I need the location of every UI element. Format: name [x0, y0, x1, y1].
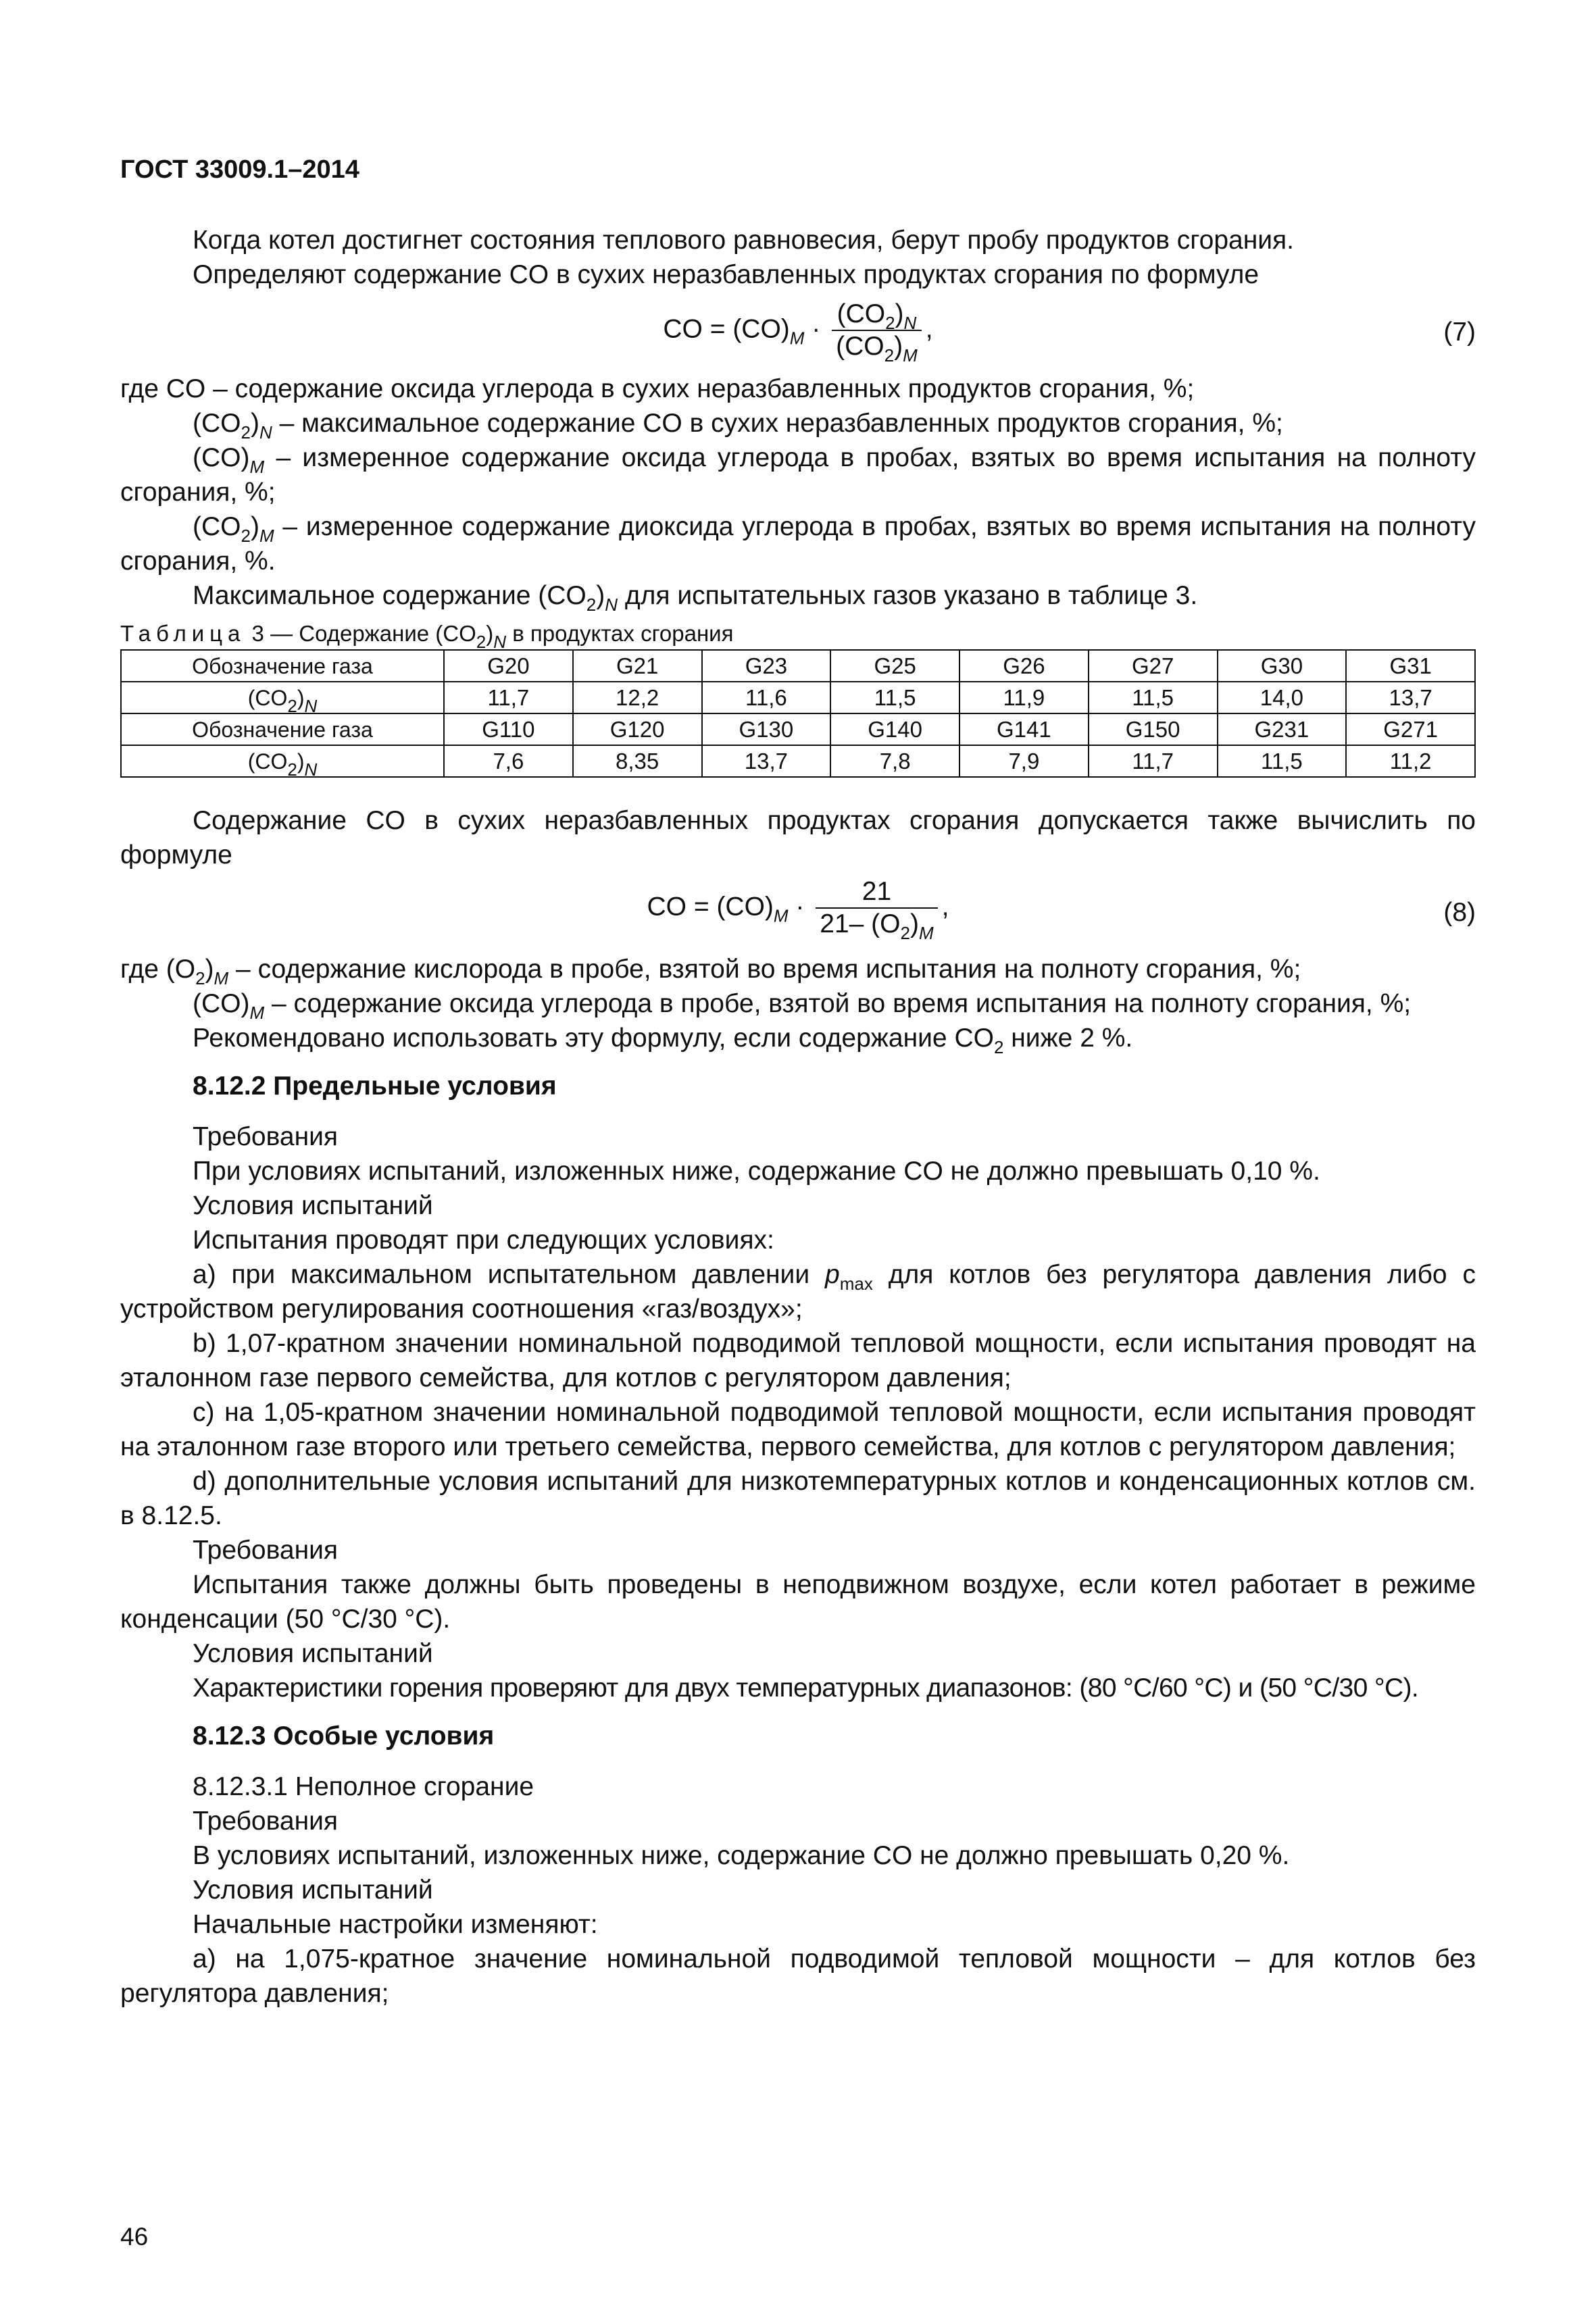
- table-cell: G27: [1089, 650, 1218, 682]
- para-calc: Содержание CO в сухих неразбавленных продуктах сгорания допускается также вычислить по формуле: [120, 806, 1476, 870]
- where8-recommendation: Рекомендовано использовать эту формулу, если содержание $CO_2$ ниже 2 %.: [193, 1024, 1133, 1057]
- table-cell: G130: [702, 713, 831, 745]
- table-cell: G21: [573, 650, 702, 682]
- table-cell: 11,5: [1218, 745, 1347, 777]
- table-cell: G20: [444, 650, 573, 682]
- s8122-item-d: d) дополнительные условия испытаний для низкотемпературных котлов и конденсационных котлов см. в 8.12.5.: [120, 1467, 1476, 1530]
- table-cell: G31: [1346, 650, 1475, 682]
- formula-8-fraction: $\frac{21}{21- (O_2)_M}$: [816, 876, 937, 940]
- table-cell: 7,8: [830, 745, 959, 777]
- s8122-cond1-text: Испытания проводят при следующих условиях:: [193, 1226, 774, 1255]
- s8122-cond2: Условия испытаний: [193, 1639, 433, 1668]
- table-row: [121, 682, 1475, 713]
- page-number: 46: [120, 2223, 149, 2250]
- where7-co: где CO – содержание оксида углерода в сухих неразбавленных продуктов сгорания, %;: [120, 374, 1195, 403]
- table-cell: G140: [830, 713, 959, 745]
- table-cell: Обозначение газа: [121, 650, 444, 682]
- s8122-req2-text: Испытания также должны быть проведены в неподвижном воздухе, если котел работает в режиме конденсации (50 °C/30 °C).: [120, 1570, 1476, 1634]
- formula-7-fraction: $\frac{(CO_2)_N}{(CO_2)_M}$: [832, 299, 922, 362]
- document-body: [120, 223, 1476, 2011]
- s8123-cond: Условия испытаний: [193, 1876, 433, 1905]
- table-cell: 8,35: [573, 745, 702, 777]
- s8122-req2: Требования: [193, 1536, 339, 1565]
- table-cell: G141: [959, 713, 1089, 745]
- s8122-item-c: с) на 1,05-кратном значении номинальной подводимой тепловой мощности, если испытания проводят на эталонном газе второго или третьего семейства, первого семейства, для котлов с регулятором давления;: [120, 1398, 1476, 1461]
- table-cell: 13,7: [702, 745, 831, 777]
- section-8-12-3-title: 8.12.3 Особые условия: [193, 1721, 495, 1751]
- table-cell: 7,6: [444, 745, 573, 777]
- s8123-sub: 8.12.3.1 Неполное сгорание: [193, 1772, 534, 1801]
- table-cell: $(CO_2)_N$: [121, 682, 444, 713]
- section-8-12-2-title: 8.12.2 Предельные условия: [193, 1072, 557, 1101]
- table-cell: G23: [702, 650, 831, 682]
- document-header: ГОСТ 33009.1–2014: [120, 155, 359, 184]
- table-row: [121, 713, 1475, 745]
- table-cell: 11,7: [444, 682, 573, 713]
- document-page: [120, 0, 1476, 2314]
- table-3-caption: Таблица 3 — Содержание $(CO_2)_N$ в продуктах сгорания: [120, 621, 734, 652]
- table-cell: 11,9: [959, 682, 1089, 713]
- table-cell: 7,9: [959, 745, 1089, 777]
- table-cell: G150: [1089, 713, 1218, 745]
- formula-7-number: (7): [1443, 318, 1476, 347]
- table-row: [121, 650, 1475, 682]
- formula-8-number: (8): [1443, 898, 1476, 927]
- intro-line-1: Когда котел достигнет состояния теплового равновесия, берут пробу продуктов сгорания.: [193, 226, 1294, 255]
- table-cell: 13,7: [1346, 682, 1475, 713]
- table-cell: G231: [1218, 713, 1347, 745]
- where8-o2: где $(O_2)_M$ – содержание кислорода в пробе, взятой во время испытания на полноту сгорания, %;: [120, 955, 1301, 988]
- table-cell: G25: [830, 650, 959, 682]
- table-cell: G30: [1218, 650, 1347, 682]
- formula-7: CO = $(CO)_M$ · $\frac{(CO_2)_N}{(CO_2)_M}$ , (7): [663, 299, 1476, 366]
- intro-line-2: Определяют содержание CO в сухих неразбавленных продуктах сгорания по формуле: [193, 260, 1260, 289]
- s8122-req1-text: При условиях испытаний, изложенных ниже, содержание CO не должно превышать 0,10 %.: [193, 1157, 1320, 1186]
- table-row: [121, 745, 1475, 777]
- s8123-req-text: В условиях испытаний, изложенных ниже, содержание CO не должно превышать 0,20 %.: [193, 1841, 1290, 1870]
- table-cell: Обозначение газа: [121, 713, 444, 745]
- table-3: [120, 649, 1476, 778]
- table-cell: 11,6: [702, 682, 831, 713]
- s8123-item-a: а) на 1,075-кратное значение номинальной подводимой тепловой мощности – для котлов без регулятора давления;: [120, 1944, 1476, 2008]
- table-cell: 11,5: [830, 682, 959, 713]
- table-cell: G120: [573, 713, 702, 745]
- table-cell: 11,5: [1089, 682, 1218, 713]
- where7-table-ref: Максимальное содержание $(CO_2)_N$ для испытательных газов указано в таблице 3.: [193, 581, 1198, 615]
- where8-co-m: $(CO)_M$ – содержание оксида углерода в пробе, взятой во время испытания на полноту сгорания, %;: [193, 989, 1412, 1023]
- table-cell: $(CO_2)_N$: [121, 745, 444, 777]
- s8122-item-a: а) при максимальном испытательном давлении $p_{max}$ для котлов без регулятора давления либо с устройством регулирования соотношения «газ/воздух»;: [120, 1260, 1476, 1324]
- s8122-cond1: Условия испытаний: [193, 1191, 433, 1220]
- table-cell: G110: [444, 713, 573, 745]
- s8123-cond-text: Начальные настройки изменяют:: [193, 1910, 598, 1939]
- table-cell: 12,2: [573, 682, 702, 713]
- formula-8: CO = $(CO)_M$ · $\frac{21}{21- (O_2)_M}$ , (8): [647, 877, 1476, 943]
- table-cell: 14,0: [1218, 682, 1347, 713]
- table-cell: 11,2: [1346, 745, 1475, 777]
- s8122-req1: Требования: [193, 1122, 339, 1151]
- where7-co2-n: $(CO_2)_N$ – максимальное содержание CO в сухих неразбавленных продуктов сгорания, %;: [193, 409, 1283, 443]
- where7-co-m: $(CO)_M$ – измеренное содержание оксида углерода в пробах, взятых во время испытания на полноту сгорания, %;: [120, 443, 1476, 507]
- table-cell: G271: [1346, 713, 1475, 745]
- s8122-cond2-text: Характеристики горения проверяют для двух температурных диапазонов: (80 °C/60 °C) и (50 °C/30 °C).: [193, 1674, 1419, 1703]
- s8123-req: Требования: [193, 1807, 339, 1836]
- table-cell: G26: [959, 650, 1089, 682]
- s8122-item-b: b) 1,07-кратном значении номинальной подводимой тепловой мощности, если испытания проводят на эталонном газе первого семейства, для котлов с регулятором давления;: [120, 1329, 1476, 1392]
- table-cell: 11,7: [1089, 745, 1218, 777]
- where7-co2-m: $(CO_2)_M$ – измеренное содержание диоксида углерода в пробах, взятых во время испытания на полноту сгорания, %.: [120, 512, 1476, 576]
